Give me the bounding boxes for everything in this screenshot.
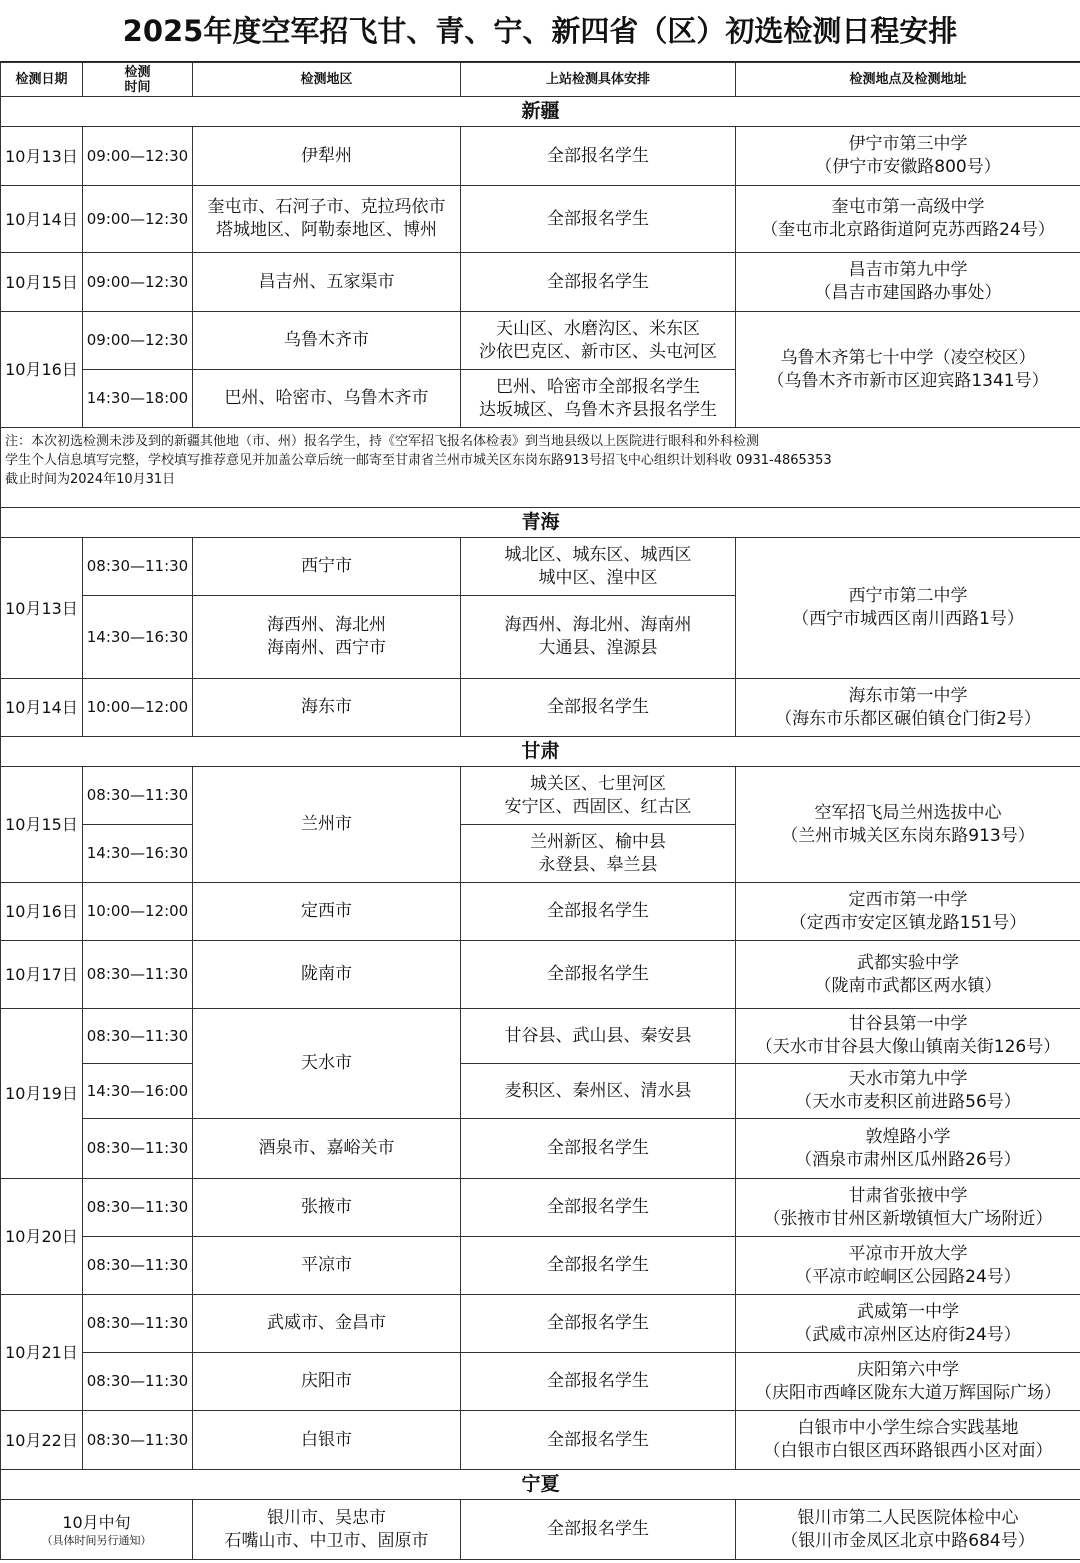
region-cell: 酒泉市、嘉峪关市 (193, 1119, 461, 1179)
table-row (1, 1500, 1080, 1560)
time-cell: 08:30—11:30 (83, 941, 193, 1009)
cell-text: （奎屯市北京路街道阿克苏西路24号） (761, 220, 1055, 240)
note-row (1, 428, 1080, 508)
table-cell (193, 186, 461, 253)
table-row (1, 767, 1080, 825)
cell-text: 沙依巴克区、新市区、头屯河区 (479, 341, 717, 362)
cell-text: （天水市甘谷县大像山镇南关街126号） (755, 1037, 1061, 1057)
table-cell (461, 312, 736, 370)
cell-text: （伊宁市安徽路800号） (815, 157, 1001, 177)
time-cell: 14:30—16:30 (83, 825, 193, 883)
region-cell: 兰州市 (193, 767, 461, 883)
time-cell: 08:30—11:30 (83, 1119, 193, 1179)
date-cell: 10月14日 (1, 186, 83, 253)
cell-text: 城中区、湟中区 (538, 567, 658, 588)
cell-text: 海东市第一中学 (848, 685, 968, 706)
table-cell (461, 370, 736, 428)
cell-text: 10月中旬 (62, 1513, 131, 1532)
table-row (1, 1064, 1080, 1119)
arrangement-cell: 全部报名学生 (461, 1500, 736, 1560)
time-cell: 08:30—11:30 (83, 1411, 193, 1470)
cell-text: 平凉市开放大学 (848, 1243, 968, 1264)
table-row (1, 186, 1080, 253)
province-qinghai: 青海 (1, 508, 1080, 538)
region-cell: 张掖市 (193, 1179, 461, 1237)
table-cell (193, 1500, 461, 1560)
table-row (1, 1295, 1080, 1353)
cell-text: 海南州、西宁市 (267, 638, 386, 658)
date-cell: 10月17日 (1, 941, 83, 1009)
cell-text: 大通县、湟源县 (538, 638, 658, 658)
time-cell: 09:00—12:30 (83, 186, 193, 253)
arrangement-cell: 全部报名学生 (461, 883, 736, 941)
arrangement-cell: 全部报名学生 (461, 253, 736, 312)
cell-text: 海西州、海北州 (267, 615, 386, 635)
table-row (1, 1119, 1080, 1179)
cell-text: （海东市乐都区碾伯镇仓门街2号） (775, 708, 1041, 729)
table-row (1, 679, 1080, 737)
table-cell (736, 538, 1080, 679)
cell-text: 安宁区、西固区、红古区 (504, 796, 692, 817)
date-cell: 10月16日 (1, 883, 83, 941)
cell-text: （兰州市城关区东岗东路913号） (781, 825, 1035, 846)
cell-text: 乌鲁木齐第七十中学（凌空校区） (780, 347, 1036, 368)
province-gansu: 甘肃 (1, 737, 1080, 767)
cell-text: 时间 (124, 79, 151, 95)
cell-text: （定西市安定区镇龙路151号） (789, 912, 1027, 933)
date-cell: 10月22日 (1, 1411, 83, 1470)
region-cell: 庆阳市 (193, 1353, 461, 1411)
cell-text: 庆阳第六中学 (857, 1359, 959, 1380)
table-row (1, 538, 1080, 596)
table-cell (736, 941, 1080, 1009)
time-cell: 10:00—12:00 (83, 679, 193, 737)
cell-text: 天山区、水磨沟区、米东区 (496, 318, 700, 339)
table-cell (736, 186, 1080, 253)
province-row (1, 97, 1080, 127)
cell-text: 银川市第二人民医院体检中心 (797, 1507, 1019, 1528)
table-cell (193, 596, 461, 679)
cell-text: 西宁市第二中学 (848, 586, 968, 606)
table-cell (461, 767, 736, 825)
region-cell: 西宁市 (193, 538, 461, 596)
date-cell: 10月15日 (1, 253, 83, 312)
time-cell: 14:30—18:00 (83, 370, 193, 428)
table-row (1, 253, 1080, 312)
table-cell (736, 1064, 1080, 1119)
province-row (1, 508, 1080, 538)
table-row (1, 1237, 1080, 1295)
header-arrangement: 上站检测具体安排 (461, 63, 736, 97)
date-cell: 10月14日 (1, 679, 83, 737)
cell-text: 城北区、城东区、城西区 (504, 544, 692, 565)
table-cell (461, 596, 736, 679)
cell-text: （酒泉市肃州区瓜州路26号） (795, 1149, 1021, 1170)
table-cell (736, 1179, 1080, 1237)
table-cell (736, 1119, 1080, 1179)
cell-text: 武都实验中学 (857, 952, 959, 973)
region-cell: 白银市 (193, 1411, 461, 1470)
province-ningxia: 宁夏 (1, 1470, 1080, 1500)
table-row (1, 1353, 1080, 1411)
table-cell (736, 253, 1080, 312)
cell-text: （天水市麦积区前进路56号） (795, 1092, 1021, 1112)
arrangement-cell: 全部报名学生 (461, 1179, 736, 1237)
cell-text: 塔城地区、阿勒泰地区、博州 (216, 220, 437, 240)
date-cell: 10月19日 (1, 1009, 83, 1179)
cell-text: （庆阳市西峰区陇东大道万辉国际广场） (755, 1382, 1061, 1403)
region-cell: 昌吉州、五家渠市 (193, 253, 461, 312)
cell-text: 白银市中小学生综合实践基地 (797, 1418, 1019, 1438)
cell-text: 甘谷县第一中学 (848, 1014, 968, 1034)
arrangement-cell: 全部报名学生 (461, 941, 736, 1009)
date-cell: 10月15日 (1, 767, 83, 883)
table-cell (736, 1500, 1080, 1560)
cell-text: 巴州、哈密市全部报名学生 (496, 376, 700, 397)
cell-text: （白银市白银区西环路银西小区对面） (763, 1441, 1053, 1461)
header-location: 检测地点及检测地址 (736, 63, 1080, 97)
table-row (1, 883, 1080, 941)
table-cell (736, 312, 1080, 428)
cell-text: 学生个人信息填写完整，学校填写推荐意见并加盖公章后统一邮寄至甘肃省兰州市城关区东岗东路913号招飞中心组织计划科收 0931-4865353 (5, 453, 832, 468)
arrangement-cell: 全部报名学生 (461, 679, 736, 737)
table-row (1, 127, 1080, 186)
cell-text: （银川市金凤区北京中路684号） (781, 1530, 1035, 1551)
arrangement-cell: 全部报名学生 (461, 1353, 736, 1411)
cell-text: （昌吉市建国路办事处） (814, 283, 1002, 303)
cell-text: 银川市、吴忠市 (267, 1507, 386, 1528)
cell-text: 敦煌路小学 (865, 1126, 951, 1147)
region-cell: 平凉市 (193, 1237, 461, 1295)
cell-text: 奎屯市第一高级中学 (831, 197, 985, 217)
time-cell: 08:30—11:30 (83, 767, 193, 825)
region-cell: 伊犁州 (193, 127, 461, 186)
cell-text: 城关区、七里河区 (530, 773, 666, 794)
arrangement-cell: 全部报名学生 (461, 127, 736, 186)
time-cell: 10:00—12:00 (83, 883, 193, 941)
table-cell (461, 538, 736, 596)
region-cell: 天水市 (193, 1009, 461, 1119)
table-row (1, 1009, 1080, 1064)
cell-text: 伊宁市第三中学 (848, 134, 968, 154)
cell-text: 永登县、皋兰县 (538, 854, 658, 875)
cell-text: 奎屯市、石河子市、克拉玛依市 (207, 197, 446, 217)
time-cell: 08:30—11:30 (83, 1009, 193, 1064)
cell-text: 达坂城区、乌鲁木齐县报名学生 (479, 399, 717, 420)
table-cell (736, 1009, 1080, 1064)
cell-text: 昌吉市第九中学 (848, 260, 968, 280)
cell-text: （陇南市武都区两水镇） (814, 975, 1002, 996)
date-cell: 10月20日 (1, 1179, 83, 1295)
region-cell: 巴州、哈密市、乌鲁木齐市 (193, 370, 461, 428)
cell-text: （武威市凉州区达府街24号） (795, 1324, 1021, 1345)
table-row (1, 1179, 1080, 1237)
region-cell: 海东市 (193, 679, 461, 737)
cell-text: 甘肃省张掖中学 (848, 1185, 968, 1206)
arrangement-cell: 甘谷县、武山县、秦安县 (461, 1009, 736, 1064)
arrangement-cell: 全部报名学生 (461, 1411, 736, 1470)
time-cell: 09:00—12:30 (83, 253, 193, 312)
time-cell: 08:30—11:30 (83, 1179, 193, 1237)
table-row (1, 1411, 1080, 1470)
date-cell: 10月16日 (1, 312, 83, 428)
table-cell (736, 883, 1080, 941)
date-cell: 10月13日 (1, 127, 83, 186)
cell-text: 空军招飞局兰州选拔中心 (814, 802, 1002, 823)
time-cell: 08:30—11:30 (83, 1295, 193, 1353)
arrangement-cell: 全部报名学生 (461, 186, 736, 253)
table-cell (736, 1295, 1080, 1353)
province-row (1, 1470, 1080, 1500)
cell-text: 定西市第一中学 (848, 889, 968, 910)
time-cell: 14:30—16:30 (83, 596, 193, 679)
cell-text: 兰州新区、榆中县 (530, 831, 666, 852)
date-cell: 10月13日 (1, 538, 83, 679)
header-time (83, 63, 193, 97)
cell-text: 注：本次初选检测未涉及到的新疆其他地（市、州）报名学生，持《空军招飞报名体检表》到当地县级以上医院进行眼科和外科检测 (5, 434, 760, 449)
table-cell (736, 1353, 1080, 1411)
note (1, 428, 1080, 508)
page-title: 2025年度空军招飞甘、青、宁、新四省（区）初选检测日程安排 (0, 0, 1080, 62)
arrangement-cell: 全部报名学生 (461, 1119, 736, 1179)
cell-text: （平凉市崆峒区公园路24号） (795, 1266, 1021, 1287)
table-row (1, 312, 1080, 370)
region-cell: 武威市、金昌市 (193, 1295, 461, 1353)
header-region: 检测地区 (193, 63, 461, 97)
table-cell (736, 127, 1080, 186)
cell-text: 武威第一中学 (857, 1301, 959, 1322)
header-row (1, 63, 1080, 97)
province-xinjiang: 新疆 (1, 97, 1080, 127)
time-cell: 09:00—12:30 (83, 312, 193, 370)
cell-text: 石嘴山市、中卫市、固原市 (224, 1530, 429, 1551)
table-cell (736, 679, 1080, 737)
cell-text: （西宁市城西区南川西路1号） (792, 609, 1024, 629)
time-cell: 08:30—11:30 (83, 1237, 193, 1295)
region-cell: 乌鲁木齐市 (193, 312, 461, 370)
cell-text: （张掖市甘州区新墩镇恒大广场附近） (763, 1208, 1053, 1229)
table-cell (736, 767, 1080, 883)
arrangement-cell: 全部报名学生 (461, 1237, 736, 1295)
region-cell: 定西市 (193, 883, 461, 941)
table-row (1, 941, 1080, 1009)
cell-text: （乌鲁木齐市新市区迎宾路1341号） (767, 370, 1049, 391)
header-date: 检测日期 (1, 63, 83, 97)
table-cell (736, 1237, 1080, 1295)
date-cell: 10月21日 (1, 1295, 83, 1411)
table-cell (461, 825, 736, 883)
time-cell: 08:30—11:30 (83, 1353, 193, 1411)
cell-text: 检测 (124, 64, 151, 80)
date-cell (1, 1500, 193, 1560)
table-cell (736, 1411, 1080, 1470)
time-cell: 14:30—16:00 (83, 1064, 193, 1119)
schedule-table (0, 62, 1080, 1560)
cell-text: 天水市第九中学 (848, 1069, 968, 1089)
time-cell: 08:30—11:30 (83, 538, 193, 596)
cell-text: 截止时间为2024年10月31日 (5, 472, 176, 487)
arrangement-cell: 麦积区、秦州区、清水县 (461, 1064, 736, 1119)
arrangement-cell: 全部报名学生 (461, 1295, 736, 1353)
time-cell: 09:00—12:30 (83, 127, 193, 186)
province-row (1, 737, 1080, 767)
region-cell: 陇南市 (193, 941, 461, 1009)
cell-text: （具体时间另行通知） (41, 1534, 152, 1547)
cell-text: 海西州、海北州、海南州 (504, 615, 692, 635)
